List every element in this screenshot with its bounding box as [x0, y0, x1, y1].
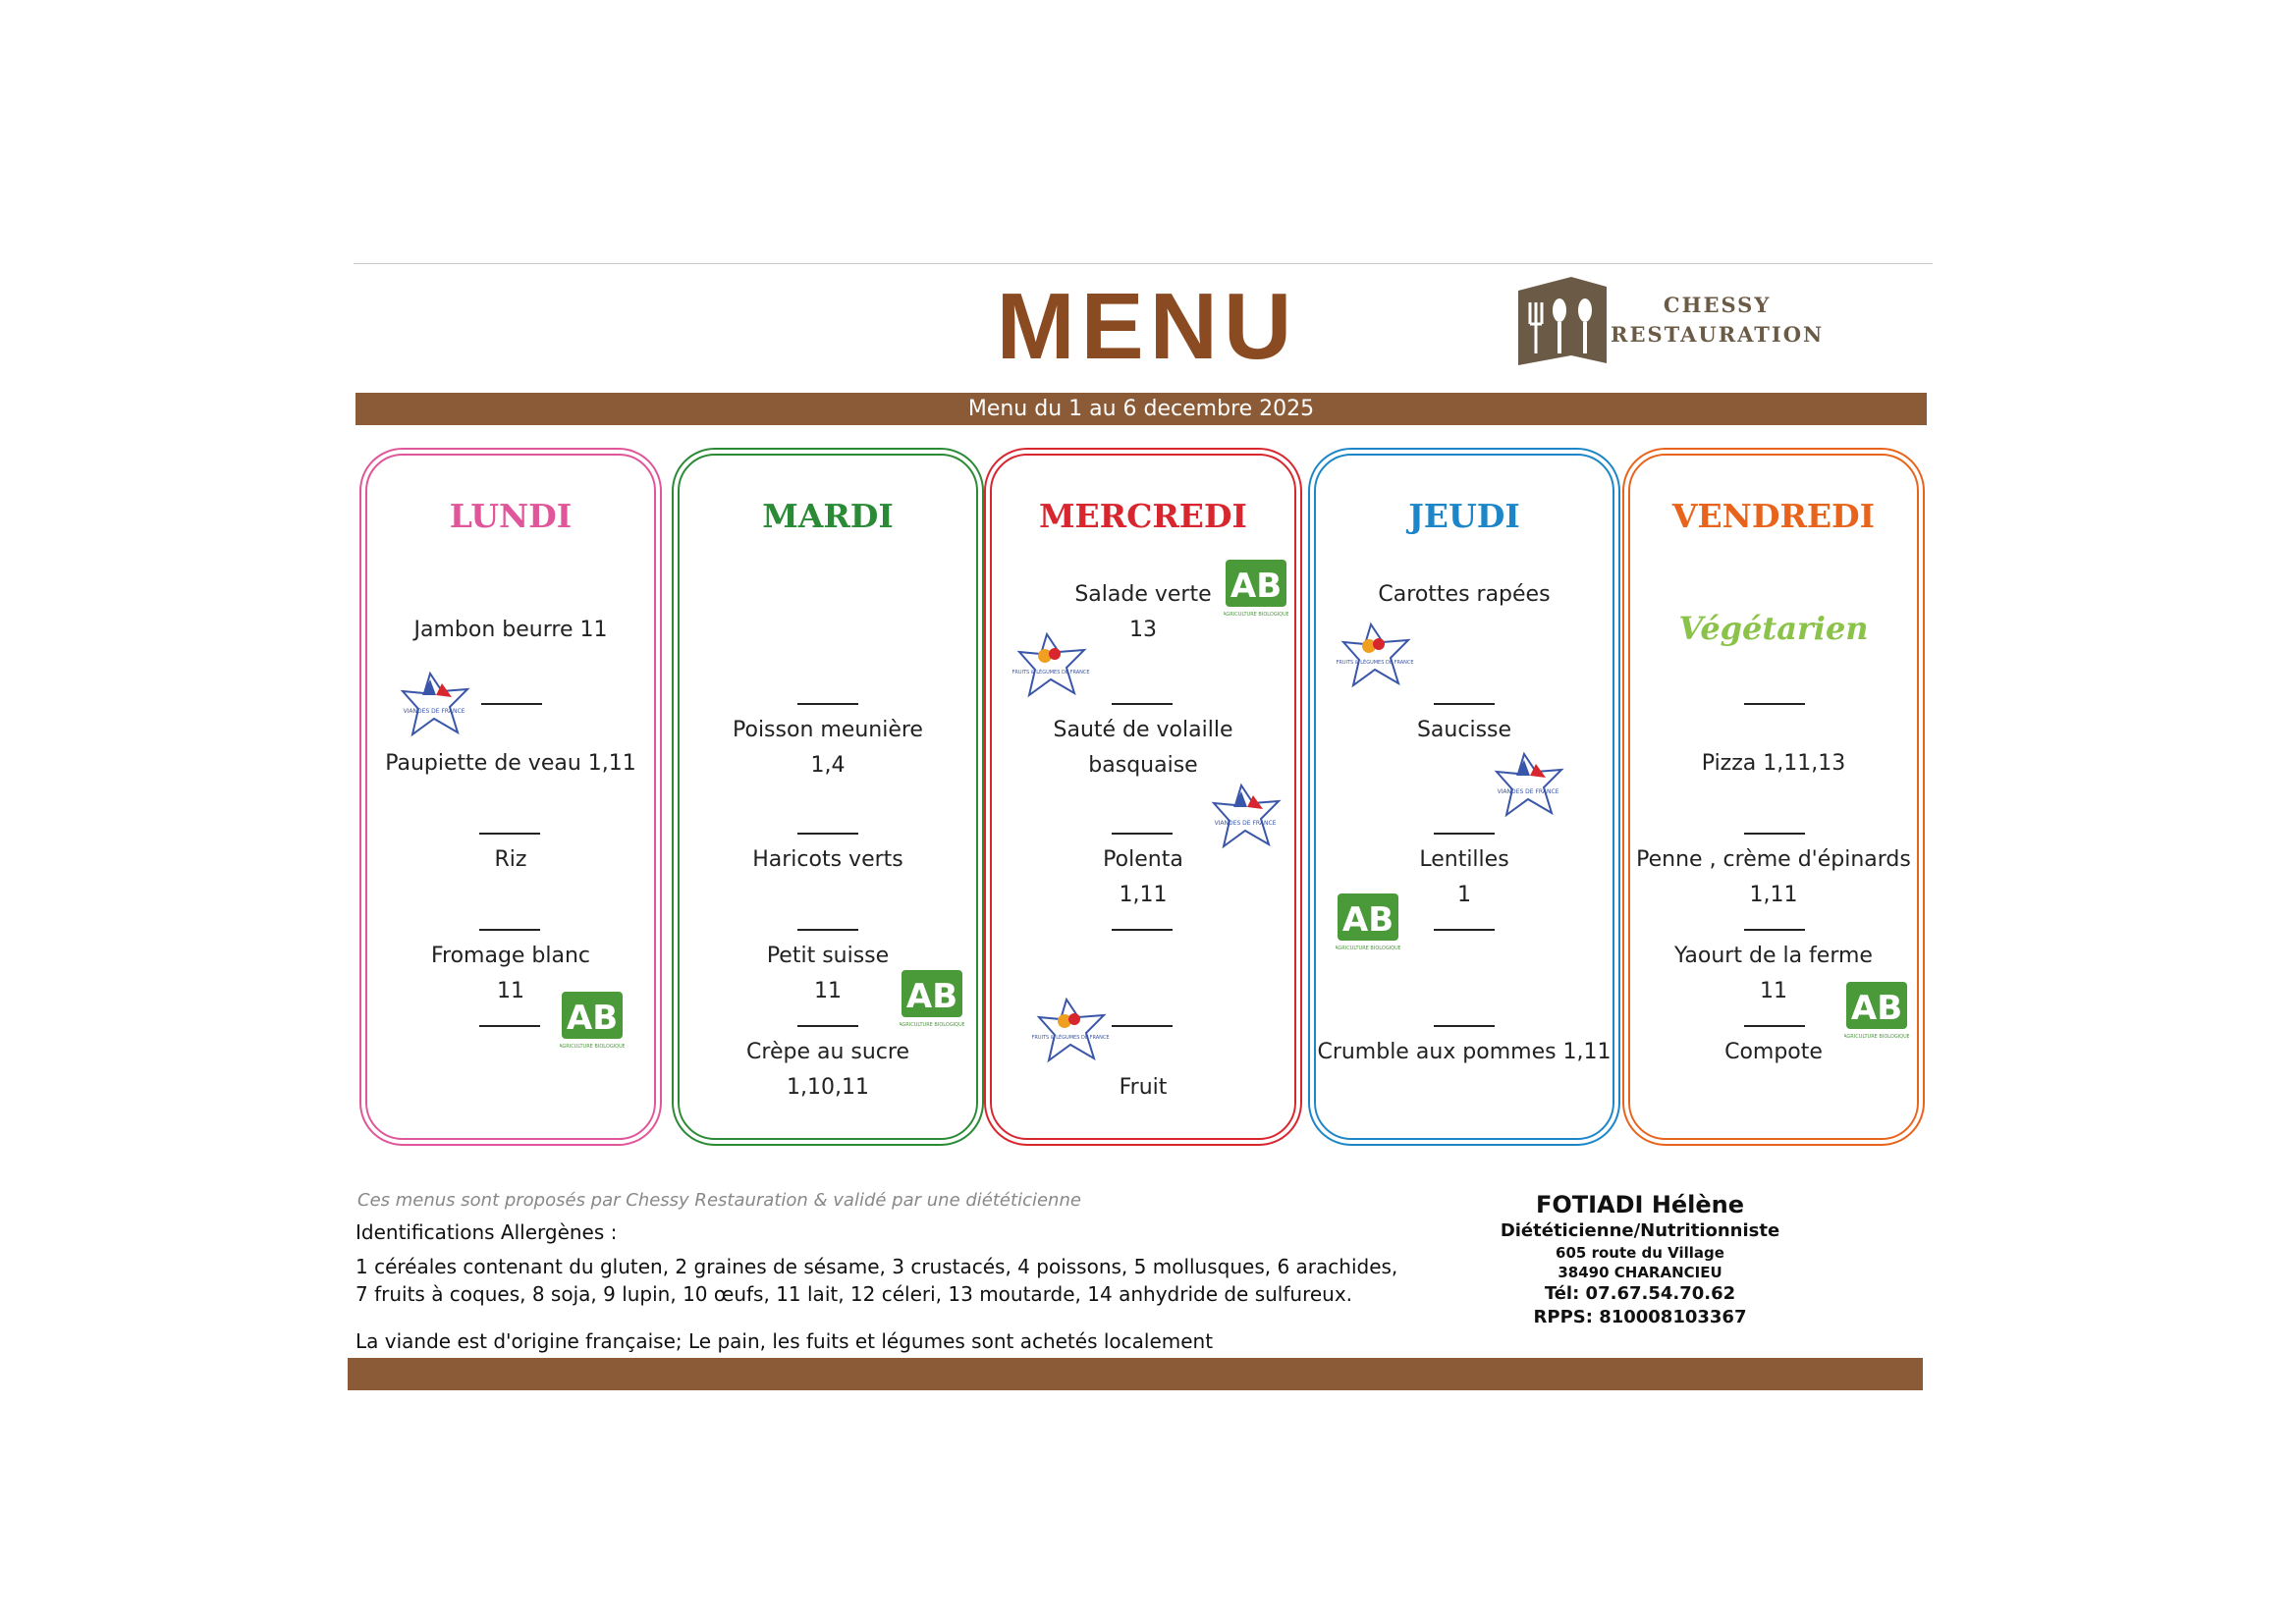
stamp-phone: Tél: 07.67.54.70.62 — [1544, 1283, 1736, 1304]
ab-label-icon — [560, 986, 625, 1051]
origin-note: La viande est d'origine française; Le pain, les fuits et légumes sont achetés localement — [355, 1329, 1214, 1353]
svg-text:AGRICULTURE BIOLOGIQUE: AGRICULTURE BIOLOGIQUE — [1336, 946, 1400, 951]
menu-item: Jambon beurre 11 — [413, 618, 608, 642]
separator — [1434, 929, 1495, 931]
separator — [797, 703, 858, 705]
day-card-jeudi — [1314, 454, 1614, 1140]
menu-item: Polenta — [1103, 847, 1183, 872]
separator — [1744, 929, 1805, 931]
menu-item: Carottes rapées — [1378, 582, 1551, 607]
brand-name — [1611, 291, 1824, 350]
menu-item: Penne , crème d'épinards — [1636, 847, 1911, 872]
svg-text:FRUITS & LÉGUMES DE FRANCE: FRUITS & LÉGUMES DE FRANCE — [1011, 670, 1090, 676]
menu-item: 13 — [1129, 618, 1157, 642]
dietitian-stamp — [1493, 1190, 1787, 1329]
menu-item: 11 — [1760, 979, 1787, 1003]
separator — [797, 1025, 858, 1027]
separator — [1434, 833, 1495, 835]
menu-item: 1,11 — [1749, 883, 1798, 907]
day-card-lundi — [365, 454, 656, 1140]
period-band — [355, 393, 1927, 425]
day-name: MARDI — [762, 497, 894, 535]
brand-line-1: CHESSY — [1663, 293, 1772, 317]
separator — [1744, 833, 1805, 835]
menu-item: basquaise — [1088, 753, 1198, 778]
separator — [797, 833, 858, 835]
viandes-de-france-icon — [1489, 750, 1567, 819]
day-name: MERCREDI — [1038, 497, 1247, 535]
svg-text:AB: AB — [1850, 989, 1903, 1028]
allergen-list — [355, 1253, 1436, 1308]
menu-item: 11 — [497, 979, 524, 1003]
svg-text:AGRICULTURE BIOLOGIQUE: AGRICULTURE BIOLOGIQUE — [1844, 1034, 1909, 1040]
menu-item: Yaourt de la ferme — [1674, 944, 1873, 968]
separator — [1112, 929, 1173, 931]
stamp-name: FOTIADI Hélène — [1535, 1191, 1745, 1218]
menu-item: Pizza 1,11,13 — [1701, 751, 1846, 776]
period-text: Menu du 1 au 6 decembre 2025 — [967, 397, 1315, 421]
ab-label-icon — [900, 964, 964, 1029]
day-name: JEUDI — [1408, 497, 1520, 535]
svg-text:VIANDES DE FRANCE: VIANDES DE FRANCE — [403, 708, 465, 715]
svg-text:AB: AB — [905, 977, 958, 1016]
day-name: LUNDI — [449, 497, 573, 535]
svg-text:VIANDES DE FRANCE: VIANDES DE FRANCE — [1214, 820, 1277, 827]
fruits-legumes-de-france-icon — [1031, 996, 1110, 1064]
menu-item: Poisson meunière — [733, 718, 923, 742]
brand-line-2: RESTAURATION — [1611, 322, 1825, 347]
svg-text:FRUITS & LÉGUMES DE FRANCE: FRUITS & LÉGUMES DE FRANCE — [1031, 1035, 1110, 1041]
menu-item: 1 — [1457, 883, 1471, 907]
viandes-de-france-icon — [1206, 782, 1285, 850]
menu-item: Crumble aux pommes 1,11 — [1317, 1040, 1612, 1064]
svg-text:AB: AB — [566, 999, 619, 1038]
allergen-title: Identifications Allergènes : — [355, 1220, 618, 1244]
ab-label-icon — [1224, 554, 1288, 619]
menu-item: Salade verte — [1074, 582, 1212, 607]
bottom-band — [348, 1358, 1923, 1390]
separator — [797, 929, 858, 931]
day-card-mercredi — [990, 454, 1296, 1140]
menu-item: Fromage blanc — [430, 944, 591, 968]
menu-item: Riz — [494, 847, 527, 872]
svg-text:AB: AB — [1341, 900, 1394, 940]
menu-item: Saucisse — [1416, 718, 1512, 742]
menu-item: Petit suisse — [766, 944, 890, 968]
menu-item: Haricots verts — [752, 847, 903, 872]
menu-item: Lentilles — [1419, 847, 1509, 872]
stamp-rpps: RPPS: 810008103367 — [1533, 1307, 1747, 1327]
ab-label-icon — [1336, 888, 1400, 952]
validation-note: Ces menus sont proposés par Chessy Restauration & validé par une diététicienne — [357, 1190, 1081, 1211]
svg-text:AB: AB — [1230, 567, 1283, 606]
menu-item: 11 — [814, 979, 842, 1003]
day-card-vendredi — [1628, 454, 1919, 1140]
page-title: MENU — [996, 274, 1298, 379]
separator — [479, 833, 540, 835]
svg-text:VIANDES DE FRANCE: VIANDES DE FRANCE — [1497, 788, 1559, 795]
cutlery-icon — [1512, 273, 1611, 367]
menu-item: Fruit — [1119, 1075, 1168, 1100]
separator — [1112, 703, 1173, 705]
svg-text:AGRICULTURE BIOLOGIQUE: AGRICULTURE BIOLOGIQUE — [560, 1044, 625, 1050]
svg-text:AGRICULTURE BIOLOGIQUE: AGRICULTURE BIOLOGIQUE — [1224, 612, 1288, 618]
svg-text:AGRICULTURE BIOLOGIQUE: AGRICULTURE BIOLOGIQUE — [900, 1022, 964, 1028]
day-card-mardi — [678, 454, 978, 1140]
allergen-line: 1 céréales contenant du gluten, 2 graines de sésame, 3 crustacés, 4 poissons, 5 mollusques, 6 arachides, — [355, 1255, 1398, 1278]
separator — [481, 703, 542, 705]
allergen-line: 7 fruits à coques, 8 soja, 9 lupin, 10 œufs, 11 lait, 12 céleri, 13 moutarde, 14 anhydride de sulfureux. — [355, 1282, 1353, 1306]
menu-item: Paupiette de veau 1,11 — [385, 751, 636, 776]
menu-item: 1,10,11 — [787, 1075, 869, 1100]
svg-text:FRUITS & LÉGUMES DE FRANCE: FRUITS & LÉGUMES DE FRANCE — [1336, 660, 1414, 666]
separator — [1434, 1025, 1495, 1027]
fruits-legumes-de-france-icon — [1011, 630, 1090, 699]
separator — [1434, 703, 1495, 705]
menu-item: 1,4 — [810, 753, 846, 778]
viandes-de-france-icon — [395, 670, 473, 738]
separator — [479, 1025, 540, 1027]
menu-item: Compote — [1724, 1040, 1823, 1064]
stamp-address: 605 route du Village — [1556, 1244, 1724, 1262]
separator — [1744, 1025, 1805, 1027]
separator — [1744, 703, 1805, 705]
fruits-legumes-de-france-icon — [1336, 621, 1414, 689]
stamp-role: Diététicienne/Nutritionniste — [1500, 1220, 1780, 1241]
separator — [1112, 1025, 1173, 1027]
separator — [479, 929, 540, 931]
day-name: VENDREDI — [1671, 497, 1876, 535]
stamp-city: 38490 CHARANCIEU — [1558, 1264, 1722, 1281]
menu-item: Crèpe au sucre — [746, 1040, 909, 1064]
ab-label-icon — [1844, 976, 1909, 1041]
separator — [1112, 833, 1173, 835]
vegetarien-label: Végétarien — [1678, 610, 1869, 647]
menu-item: Sauté de volaille — [1053, 718, 1233, 742]
menu-item: 1,11 — [1119, 883, 1168, 907]
